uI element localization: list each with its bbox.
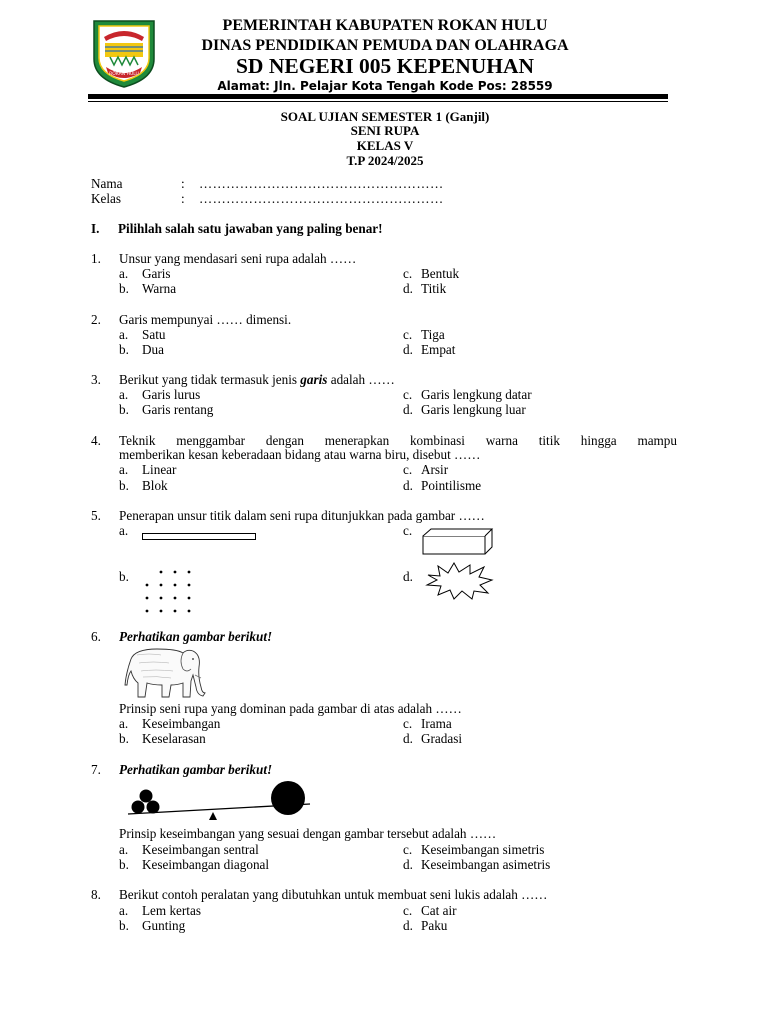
question-lead: Perhatikan gambar berikut! [119,629,273,644]
option-letter: a. [119,903,129,918]
option-b[interactable]: Warna [142,281,177,296]
option-b[interactable]: Dua [142,342,164,357]
option-letter: b. [119,478,129,493]
exam-year: T.P 2024/2025 [346,153,424,168]
question-text-line1: Teknik menggambar dengan menerapkan kombinasi warna titik hingga mampu [119,433,677,448]
emphasis-word: garis [300,372,328,387]
question-text: Berikut contoh peralatan yang dibutuhkan untuk membuat seni lukis adalah …… [119,887,548,902]
header-government: PEMERINTAH KABUPATEN ROKAN HULU [222,17,548,34]
option-d-starburst[interactable] [424,561,494,604]
option-letter: c. [403,462,413,477]
option-d[interactable]: Titik [421,281,447,296]
option-c[interactable]: Keseimbangan simetris [421,842,545,857]
option-letter: a. [119,842,129,857]
exam-subject: SENI RUPA [350,123,420,138]
question-text: Garis mempunyai …… dimensi. [119,312,292,327]
option-letter: c. [403,903,413,918]
balance-scale-image [124,778,316,831]
option-letter: d. [403,281,413,296]
svg-text:ROKAN HULU: ROKAN HULU [109,72,139,77]
option-a[interactable]: Linear [142,462,177,477]
option-letter: c. [403,266,413,281]
question-number: 5. [91,508,101,523]
option-letter: a. [119,523,129,538]
option-letter: c. [403,523,413,538]
kelas-field[interactable]: ……………………………………………… [199,191,444,206]
option-d[interactable]: Gradasi [421,731,463,746]
option-letter: b. [119,281,129,296]
question-number: 3. [91,372,101,387]
exam-class: KELAS V [356,138,414,153]
option-d[interactable]: Keseimbangan asimetris [421,857,551,872]
option-letter: a. [119,462,129,477]
question-text: Prinsip seni rupa yang dominan pada gambar di atas adalah …… [119,701,462,716]
option-a-thin-rectangle[interactable] [142,533,256,540]
question-number: 2. [91,312,101,327]
option-letter: c. [403,327,413,342]
question-number: 6. [91,629,101,644]
elephant-image [121,645,207,704]
option-letter: d. [403,402,413,417]
option-letter: d. [403,731,413,746]
option-c[interactable]: Bentuk [421,266,460,281]
question-number: 8. [91,887,101,902]
question-text: Prinsip keseimbangan yang sesuai dengan gambar tersebut adalah …… [119,826,497,841]
option-d[interactable]: Pointilisme [421,478,482,493]
exam-title: SOAL UJIAN SEMESTER 1 (Ganjil) [280,109,490,124]
header-school-name: SD NEGERI 005 KEPENUHAN [235,54,535,78]
option-c[interactable]: Garis lengkung datar [421,387,532,402]
option-letter: b. [119,569,129,584]
question-lead: Perhatikan gambar berikut! [119,762,273,777]
option-c[interactable]: Cat air [421,903,457,918]
district-logo [90,17,158,89]
option-letter: c. [403,842,413,857]
question-text: Unsur yang mendasari seni rupa adalah …… [119,251,357,266]
option-letter: a. [119,266,129,281]
option-letter: b. [119,342,129,357]
option-b[interactable]: Keseimbangan diagonal [142,857,270,872]
option-letter: a. [119,327,129,342]
option-b[interactable]: Blok [142,478,168,493]
option-letter: d. [403,569,413,584]
question-number: 7. [91,762,101,777]
option-d[interactable]: Paku [421,918,448,933]
kelas-colon: : [181,191,185,206]
option-c-box-image[interactable] [422,528,494,559]
header-divider-thin [88,101,668,102]
question-number: 4. [91,433,101,448]
nama-colon: : [181,176,185,191]
option-d[interactable]: Garis lengkung luar [421,402,526,417]
header-department: DINAS PENDIDIKAN PEMUDA DAN OLAHRAGA [201,37,569,54]
option-letter: c. [403,387,413,402]
question-text-line2: memberikan kesan keberadaan bidang atau warna biru, disebut …… [119,447,481,462]
option-a[interactable]: Satu [142,327,166,342]
option-c[interactable]: Tiga [421,327,445,342]
header-address: Alamat: Jln. Pelajar Kota Tengah Kode Pos: 28559 [217,79,553,93]
option-letter: a. [119,387,129,402]
option-c[interactable]: Arsir [421,462,449,477]
option-b[interactable]: Gunting [142,918,186,933]
question-text: Berikut yang tidak termasuk jenis garis adalah …… [119,372,395,387]
option-letter: d. [403,857,413,872]
option-letter: b. [119,857,129,872]
option-c[interactable]: Irama [421,716,452,731]
option-a[interactable]: Keseimbangan sentral [142,842,259,857]
option-b-dot-grid[interactable] [142,569,198,618]
option-letter: b. [119,918,129,933]
option-letter: d. [403,918,413,933]
option-letter: d. [403,478,413,493]
nama-field[interactable]: ……………………………………………… [199,176,444,191]
option-letter: a. [119,716,129,731]
section-number: I. [91,221,100,236]
kelas-label: Kelas [91,191,122,206]
option-a[interactable]: Keseimbangan [142,716,221,731]
question-number: 1. [91,251,101,266]
option-b[interactable]: Garis rentang [142,402,214,417]
section-instruction: Pilihlah salah satu jawaban yang paling benar! [118,221,383,236]
option-b[interactable]: Keselarasan [142,731,206,746]
option-a[interactable]: Garis [142,266,171,281]
nama-label: Nama [91,176,123,191]
option-letter: c. [403,716,413,731]
question-text: Penerapan unsur titik dalam seni rupa ditunjukkan pada gambar …… [119,508,485,523]
option-letter: b. [119,731,129,746]
option-d[interactable]: Empat [421,342,456,357]
option-letter: b. [119,402,129,417]
option-a[interactable]: Garis lurus [142,387,201,402]
option-letter: d. [403,342,413,357]
header-divider-thick [88,94,668,99]
option-a[interactable]: Lem kertas [142,903,201,918]
